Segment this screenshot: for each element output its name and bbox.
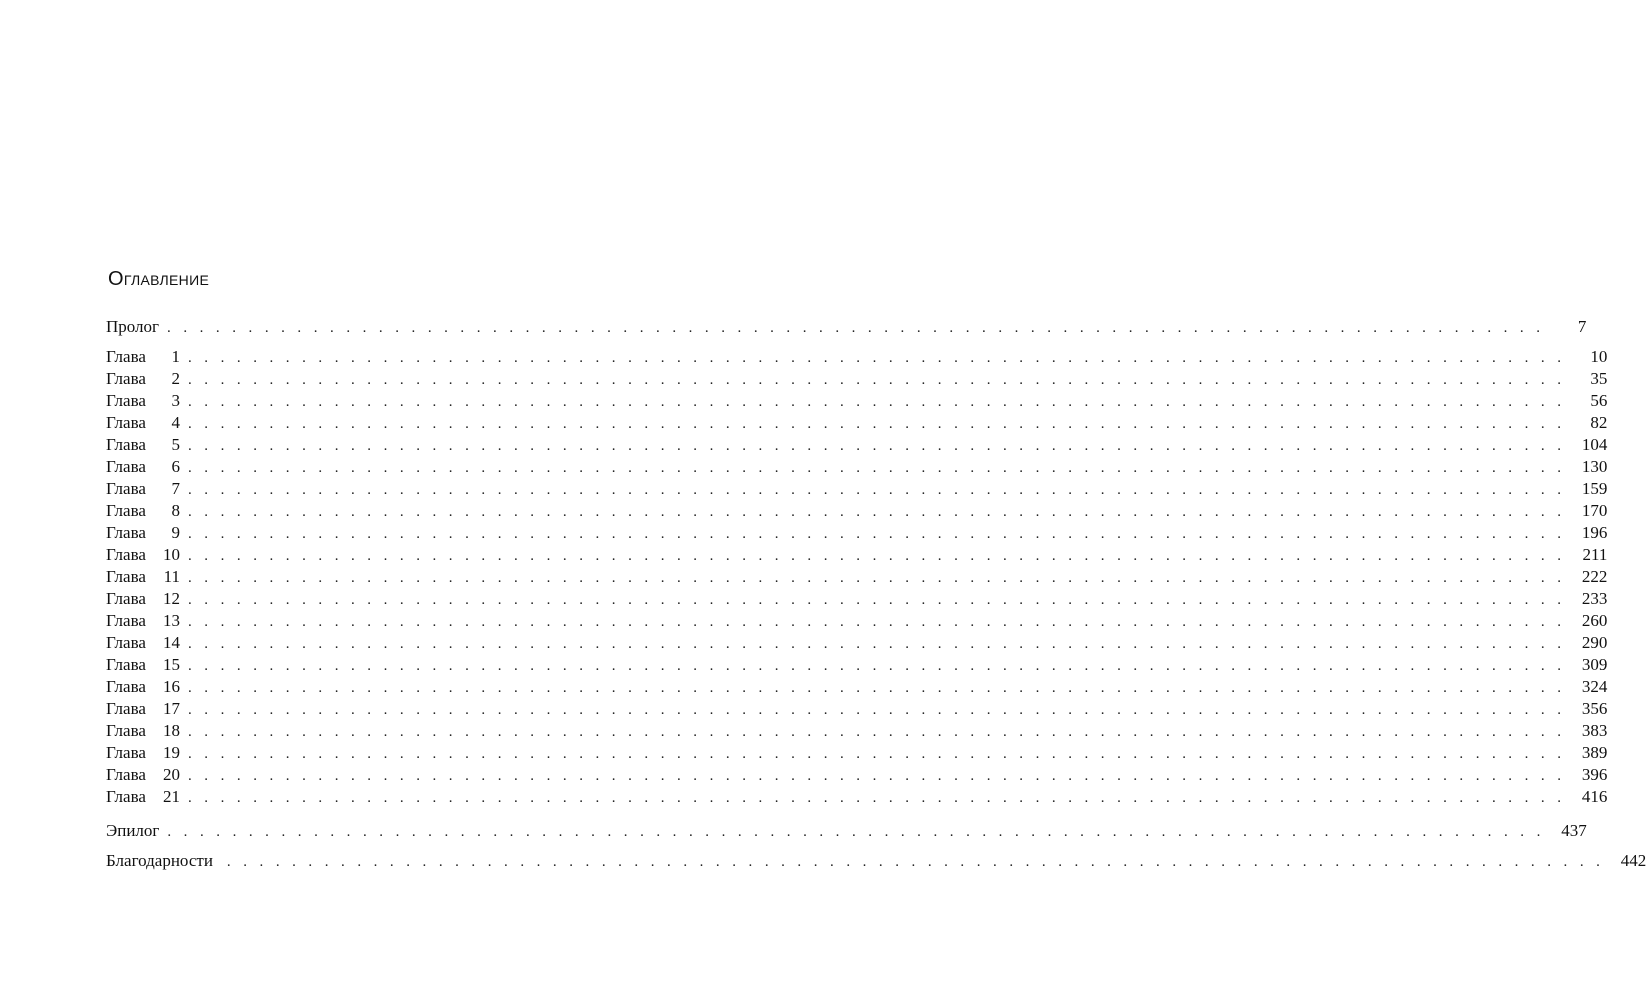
toc-entry-page: 260 (1581, 611, 1608, 630)
toc-dot-leader: . . . . . . . . . . . . . . . . . . . . . . . . . . . . . . . . . . . . . . . . . . . . . . . . . . . . . . . . . . . . . . . . . . . . . . . . . . . . . . . . . . . . . (188, 680, 1566, 696)
toc-chapter-number: 2 (171, 369, 180, 388)
toc-entry-chapter-18[interactable] (106, 720, 1608, 742)
toc-chapter-number: 1 (171, 347, 180, 366)
toc-entry-chapter-15[interactable] (106, 654, 1608, 676)
toc-dot-leader: . . . . . . . . . . . . . . . . . . . . . . . . . . . . . . . . . . . . . . . . . . . . . . . . . . . . . . . . . . . . . . . . . . . . . . . . . . . . . . . . . . . . . (188, 548, 1566, 564)
table-of-contents (106, 0, 1646, 1000)
toc-chapter-number: 3 (171, 391, 180, 410)
toc-chapter-number: 12 (163, 589, 180, 608)
toc-chapter-number: 6 (171, 457, 180, 476)
toc-entry-epilogue[interactable] (106, 820, 1587, 842)
toc-dot-leader: . . . . . . . . . . . . . . . . . . . . . . . . . . . . . . . . . . . . . . . . . . . . . . . . . . . . . . . . . . . . . . . . . . . . . . . . . . . . . . . . . . . . . (167, 824, 1545, 840)
toc-entry-chapter-16[interactable] (106, 676, 1608, 698)
toc-entry-page: 130 (1581, 457, 1608, 476)
toc-entry-label: Эпилог (106, 821, 160, 840)
toc-chapter-number: 11 (163, 567, 180, 586)
toc-dot-leader: . . . . . . . . . . . . . . . . . . . . . . . . . . . . . . . . . . . . . . . . . . . . . . . . . . . . . . . . . . . . . . . . . . . . . . . . . . . . . . . . . . . . . (188, 636, 1566, 652)
toc-dot-leader: . . . . . . . . . . . . . . . . . . . . . . . . . . . . . . . . . . . . . . . . . . . . . . . . . . . . . . . . . . . . . . . . . . . . . . . . . . . . . . . . . . . . . (188, 658, 1566, 674)
toc-chapter-word: Глава (106, 721, 146, 740)
toc-dot-leader: . . . . . . . . . . . . . . . . . . . . . . . . . . . . . . . . . . . . . . . . . . . . . . . . . . . . . . . . . . . . . . . . . . . . . . . . . . . . . . . . . . . . . (226, 854, 1605, 870)
toc-chapter-word: Глава (106, 479, 146, 498)
toc-chapter-word: Глава (106, 567, 146, 586)
toc-dot-leader: . . . . . . . . . . . . . . . . . . . . . . . . . . . . . . . . . . . . . . . . . . . . . . . . . . . . . . . . . . . . . . . . . . . . . . . . . . . . . . . . . . . . . (188, 482, 1566, 498)
toc-chapter-number: 14 (163, 633, 180, 652)
toc-entry-page: 7 (1577, 317, 1587, 336)
toc-dot-leader: . . . . . . . . . . . . . . . . . . . . . . . . . . . . . . . . . . . . . . . . . . . . . . . . . . . . . . . . . . . . . . . . . . . . . . . . . . . . . . . . . . . . . (188, 768, 1566, 784)
toc-entry-page: 290 (1581, 633, 1608, 652)
toc-chapter-word: Глава (106, 391, 146, 410)
toc-chapter-number: 17 (163, 699, 180, 718)
toc-entry-page: 211 (1582, 545, 1608, 564)
toc-dot-leader: . . . . . . . . . . . . . . . . . . . . . . . . . . . . . . . . . . . . . . . . . . . . . . . . . . . . . . . . . . . . . . . . . . . . . . . . . . . . . . . . . . . . . (188, 438, 1566, 454)
toc-dot-leader: . . . . . . . . . . . . . . . . . . . . . . . . . . . . . . . . . . . . . . . . . . . . . . . . . . . . . . . . . . . . . . . . . . . . . . . . . . . . . . . . . . . . . (188, 526, 1566, 542)
toc-entry-page: 416 (1581, 787, 1608, 806)
toc-chapter-word: Глава (106, 655, 146, 674)
toc-chapter-number: 16 (163, 677, 180, 696)
toc-chapter-word: Глава (106, 699, 146, 718)
toc-entry-label: Пролог (106, 317, 160, 336)
toc-chapter-number: 20 (163, 765, 180, 784)
toc-entry-chapter-5[interactable] (106, 434, 1608, 456)
toc-entry-page: 396 (1581, 765, 1608, 784)
toc-entry-chapter-13[interactable] (106, 610, 1608, 632)
toc-dot-leader: . . . . . . . . . . . . . . . . . . . . . . . . . . . . . . . . . . . . . . . . . . . . . . . . . . . . . . . . . . . . . . . . . . . . . . . . . . . . . . . . . . . . . (188, 372, 1566, 388)
toc-entry-page: 356 (1581, 699, 1608, 718)
toc-dot-leader: . . . . . . . . . . . . . . . . . . . . . . . . . . . . . . . . . . . . . . . . . . . . . . . . . . . . . . . . . . . . . . . . . . . . . . . . . . . . . . . . . . . . . (188, 350, 1566, 366)
toc-entry-page: 159 (1581, 479, 1608, 498)
toc-chapter-number: 5 (171, 435, 180, 454)
toc-chapter-word: Глава (106, 787, 146, 806)
toc-chapter-word: Глава (106, 347, 146, 366)
toc-chapter-number: 18 (163, 721, 180, 740)
toc-entry-page: 309 (1581, 655, 1608, 674)
toc-dot-leader: . . . . . . . . . . . . . . . . . . . . . . . . . . . . . . . . . . . . . . . . . . . . . . . . . . . . . . . . . . . . . . . . . . . . . . . . . . . . . . . . . . . . . (188, 570, 1566, 586)
toc-entry-chapter-6[interactable] (106, 456, 1608, 478)
toc-entry-page: 170 (1581, 501, 1608, 520)
toc-chapter-word: Глава (106, 633, 146, 652)
toc-chapter-number: 13 (163, 611, 180, 630)
toc-chapter-word: Глава (106, 545, 146, 564)
toc-dot-leader: . . . . . . . . . . . . . . . . . . . . . . . . . . . . . . . . . . . . . . . . . . . . . . . . . . . . . . . . . . . . . . . . . . . . . . . . . . . . . . . . . . . . . (188, 394, 1566, 410)
toc-entry-page: 233 (1581, 589, 1608, 608)
toc-dot-leader: . . . . . . . . . . . . . . . . . . . . . . . . . . . . . . . . . . . . . . . . . . . . . . . . . . . . . . . . . . . . . . . . . . . . . . . . . . . . . . . . . . . . . (188, 592, 1566, 608)
toc-entry-prologue[interactable] (106, 316, 1587, 338)
toc-chapter-number: 9 (171, 523, 180, 542)
toc-entry-chapter-1[interactable] (106, 346, 1608, 368)
toc-entry-page: 35 (1590, 369, 1608, 388)
toc-chapter-word: Глава (106, 369, 146, 388)
toc-entry-chapter-19[interactable] (106, 742, 1608, 764)
toc-entry-chapter-2[interactable] (106, 368, 1608, 390)
toc-entry-page: 56 (1590, 391, 1608, 410)
toc-entry-page: 104 (1581, 435, 1608, 454)
toc-chapter-number: 19 (163, 743, 180, 762)
toc-entry-page: 383 (1581, 721, 1608, 740)
toc-entry-page: 442 (1620, 851, 1646, 870)
toc-chapter-word: Глава (106, 677, 146, 696)
toc-chapter-word: Глава (106, 743, 146, 762)
toc-entry-chapter-17[interactable] (106, 698, 1608, 720)
toc-chapter-number: 7 (171, 479, 180, 498)
toc-entry-chapter-7[interactable] (106, 478, 1608, 500)
toc-dot-leader: . . . . . . . . . . . . . . . . . . . . . . . . . . . . . . . . . . . . . . . . . . . . . . . . . . . . . . . . . . . . . . . . . . . . . . . . . . . . . . . . . . . . . (188, 790, 1566, 806)
toc-entry-page: 10 (1590, 347, 1608, 366)
toc-entry-chapter-21[interactable] (106, 786, 1608, 808)
toc-entry-chapter-3[interactable] (106, 390, 1608, 412)
toc-chapter-number: 8 (171, 501, 180, 520)
toc-heading: Оглавление (108, 268, 210, 290)
toc-entry-chapter-4[interactable] (106, 412, 1608, 434)
toc-entry-label: Благодарности (106, 851, 213, 870)
toc-entry-page: 82 (1590, 413, 1608, 432)
toc-entry-chapter-9[interactable] (106, 522, 1608, 544)
toc-dot-leader: . . . . . . . . . . . . . . . . . . . . . . . . . . . . . . . . . . . . . . . . . . . . . . . . . . . . . . . . . . . . . . . . . . . . . . . . . . . . . . . . . . . . . (188, 746, 1566, 762)
toc-entry-page: 196 (1581, 523, 1608, 542)
toc-chapter-number: 21 (163, 787, 180, 806)
toc-entry-chapter-20[interactable] (106, 764, 1608, 786)
toc-dot-leader: . . . . . . . . . . . . . . . . . . . . . . . . . . . . . . . . . . . . . . . . . . . . . . . . . . . . . . . . . . . . . . . . . . . . . . . . . . . . . . . . . . . . . (188, 614, 1566, 630)
toc-entry-page: 389 (1581, 743, 1608, 762)
toc-entry-acknowledgements[interactable] (106, 850, 1646, 872)
toc-dot-leader: . . . . . . . . . . . . . . . . . . . . . . . . . . . . . . . . . . . . . . . . . . . . . . . . . . . . . . . . . . . . . . . . . . . . . . . . . . . . . . . . . . . . . (188, 460, 1566, 476)
toc-dot-leader: . . . . . . . . . . . . . . . . . . . . . . . . . . . . . . . . . . . . . . . . . . . . . . . . . . . . . . . . . . . . . . . . . . . . . . . . . . . . . . . . . . . . . (188, 416, 1566, 432)
toc-dot-leader: . . . . . . . . . . . . . . . . . . . . . . . . . . . . . . . . . . . . . . . . . . . . . . . . . . . . . . . . . . . . . . . . . . . . . . . . . . . . . . . . . . . . . (188, 724, 1566, 740)
toc-entry-page: 222 (1581, 567, 1608, 586)
toc-chapter-word: Глава (106, 435, 146, 454)
toc-chapter-word: Глава (106, 457, 146, 476)
toc-chapter-word: Глава (106, 501, 146, 520)
toc-entry-chapter-10[interactable] (106, 544, 1608, 566)
toc-entry-chapter-14[interactable] (106, 632, 1608, 654)
toc-chapter-number: 15 (163, 655, 180, 674)
toc-chapter-word: Глава (106, 589, 146, 608)
toc-chapter-word: Глава (106, 765, 146, 784)
toc-chapter-word: Глава (106, 611, 146, 630)
toc-entry-chapter-12[interactable] (106, 588, 1608, 610)
toc-dot-leader: . . . . . . . . . . . . . . . . . . . . . . . . . . . . . . . . . . . . . . . . . . . . . . . . . . . . . . . . . . . . . . . . . . . . . . . . . . . . . . . . . . . . . (188, 702, 1566, 718)
toc-chapter-number: 10 (163, 545, 180, 564)
toc-entry-chapter-8[interactable] (106, 500, 1608, 522)
toc-chapter-word: Глава (106, 413, 146, 432)
toc-entry-page: 437 (1561, 821, 1587, 840)
toc-entry-chapter-11[interactable] (106, 566, 1608, 588)
toc-entry-page: 324 (1581, 677, 1608, 696)
toc-dot-leader: . . . . . . . . . . . . . . . . . . . . . . . . . . . . . . . . . . . . . . . . . . . . . . . . . . . . . . . . . . . . . . . . . . . . . . . . . . . . . . . . . . . . . (167, 320, 1545, 336)
toc-dot-leader: . . . . . . . . . . . . . . . . . . . . . . . . . . . . . . . . . . . . . . . . . . . . . . . . . . . . . . . . . . . . . . . . . . . . . . . . . . . . . . . . . . . . . (188, 504, 1566, 520)
toc-chapter-word: Глава (106, 523, 146, 542)
toc-chapter-number: 4 (171, 413, 180, 432)
